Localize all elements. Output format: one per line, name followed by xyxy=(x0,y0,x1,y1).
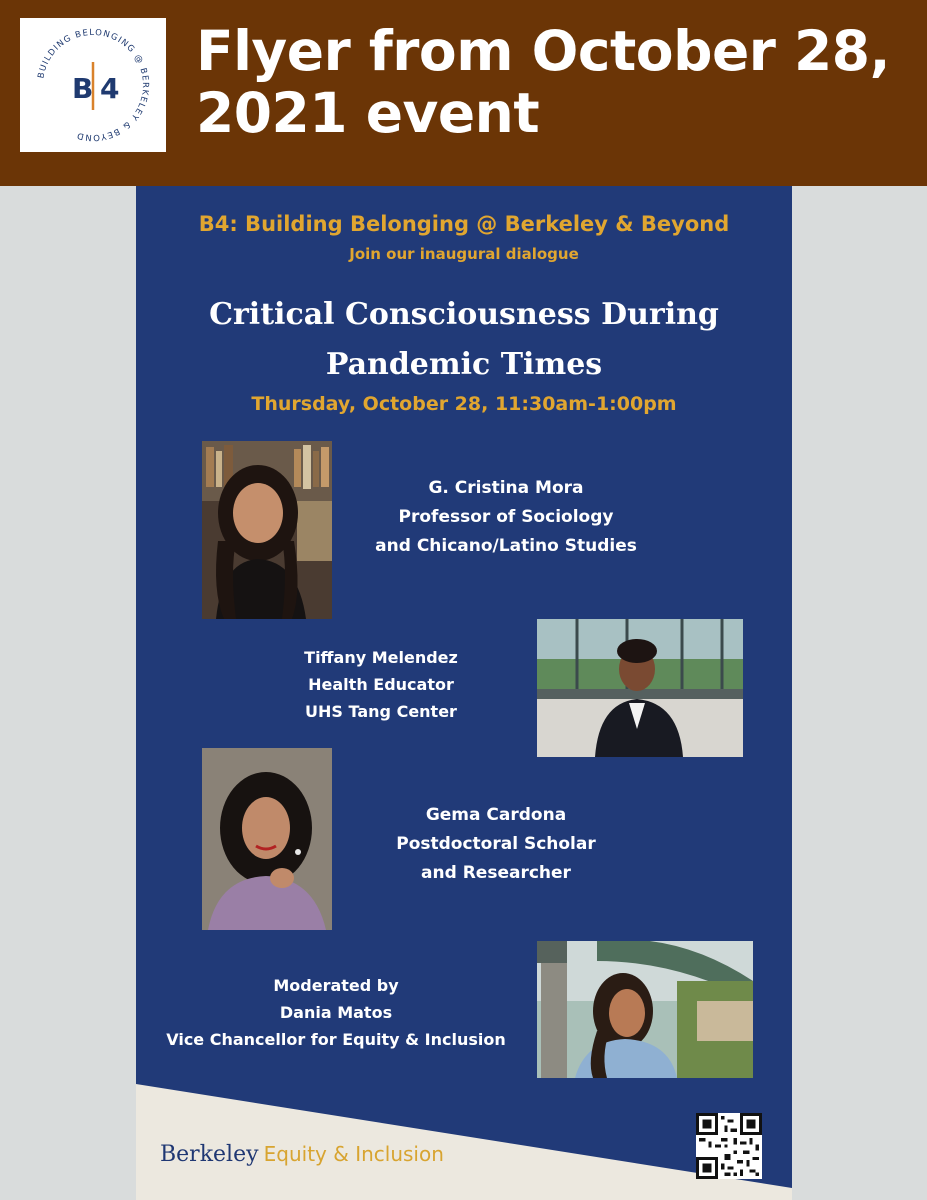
logo-ring-text: BUILDING BELONGING @ BERKELEY & BEYOND xyxy=(36,27,151,143)
speaker-role: Professor of Sociology xyxy=(398,507,614,527)
header-bar xyxy=(0,0,927,186)
speaker-role: and Researcher xyxy=(421,863,571,883)
event-flyer xyxy=(136,186,792,1200)
page-title: Flyer from October 28, 2021 event xyxy=(196,19,890,145)
footer-berkeley: Berkeley xyxy=(160,1142,259,1167)
speaker-photo-cardona xyxy=(202,748,332,930)
speaker-1 xyxy=(336,474,676,561)
speaker-photo-melendez xyxy=(537,619,743,757)
svg-text:4: 4 xyxy=(100,72,120,105)
speaker-role: and Chicano/Latino Studies xyxy=(375,536,637,556)
moderator-photo-matos xyxy=(537,941,753,1078)
moderator-role: Vice Chancellor for Equity & Inclusion xyxy=(166,1030,506,1049)
event-title: Critical Consciousness During Pandemic Times xyxy=(209,297,719,382)
berkeley-equity-inclusion-logo xyxy=(160,1142,444,1167)
svg-text:B: B xyxy=(72,72,94,105)
speaker-name: Tiffany Melendez xyxy=(304,648,458,667)
moderator-block xyxy=(136,972,536,1053)
speaker-name: Gema Cardona xyxy=(425,805,567,825)
footer-unit: Equity & Inclusion xyxy=(263,1142,444,1166)
event-date: Thursday, October 28, 11:30am-1:00pm xyxy=(251,393,677,415)
invite-line: Join our inaugural dialogue xyxy=(349,245,579,263)
speaker-role: Health Educator xyxy=(308,675,454,694)
speaker-role: Postdoctoral Scholar xyxy=(396,834,596,854)
b4-logo-icon xyxy=(20,18,166,152)
qr-code-icon[interactable] xyxy=(696,1113,762,1179)
org-line: B4: Building Belonging @ Berkeley & Beyond xyxy=(198,212,730,236)
speaker-3 xyxy=(356,801,636,888)
speaker-name: G. Cristina Mora xyxy=(428,478,584,498)
moderator-name: Dania Matos xyxy=(279,1003,393,1022)
moderator-intro: Moderated by xyxy=(273,976,399,995)
speaker-role: UHS Tang Center xyxy=(305,702,457,721)
speaker-photo-mora xyxy=(202,441,332,619)
speaker-2 xyxy=(256,644,506,725)
